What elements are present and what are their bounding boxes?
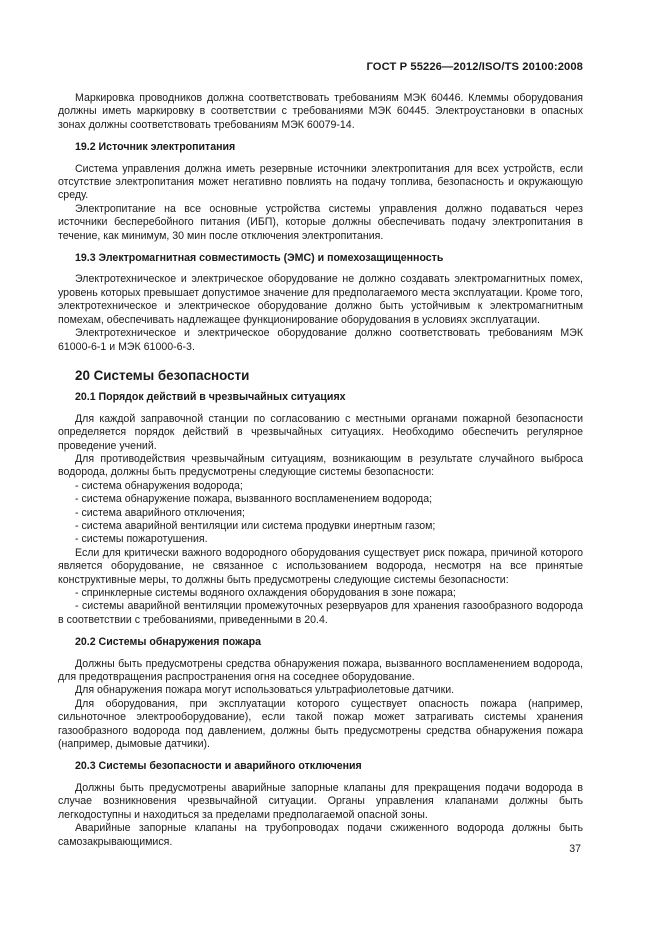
subsection-heading: 19.2 Источник электропитания — [75, 141, 236, 154]
paragraph: Для оборудования, при эксплуатации которого существует опасность пожара (например, сильноточное электрооборудование), если такой пожар может затрагивать системы хранения газообразного водорода под давлением, должны быть предусмотрены средства обнаружения пожара (например, дымовые датчики). — [58, 697, 583, 751]
paragraph: Для противодействия чрезвычайным ситуациям, возникающим в результате случайного выброса водорода, должны быть предусмотрены следующие системы безопасности: — [58, 452, 583, 479]
subsection-heading: 20.2 Системы обнаружения пожара — [75, 636, 261, 649]
paragraph: Аварийные запорные клапаны на трубопроводах подачи сжиженного водорода должны быть самозакрывающимися. — [58, 822, 583, 848]
subsection-heading: 20.1 Порядок действий в чрезвычайных ситуациях — [75, 391, 346, 404]
list-item: - система обнаружения водорода; — [75, 479, 243, 492]
paragraph: Система управления должна иметь резервные источники электропитания для всех устройств, если отсутствие электропитания может негативно повлиять на подачу топлива, безопасность и окружающую среду. — [58, 162, 583, 202]
document-code: ГОСТ Р 55226—2012/ISO/TS 20100:2008 — [366, 61, 583, 73]
paragraph: Для обнаружения пожара могут использоваться ультрафиолетовые датчики. — [75, 684, 455, 697]
paragraph: Должны быть предусмотрены аварийные запорные клапаны для прекращения подачи водорода в случае возникновения чрезвычайной ситуации. Органы управления клапанами должны быть легкодоступны и находиться за пределами предполагаемой опасной зоны. — [58, 781, 583, 821]
list-item: - спринклерные системы водяного охлаждения оборудования в зоне пожара; — [75, 587, 456, 599]
subsection-heading: 20.3 Системы безопасности и аварийного отключения — [75, 760, 362, 773]
section-heading: 20 Системы безопасности — [75, 367, 250, 383]
page-number: 37 — [569, 843, 581, 855]
paragraph: Электротехническое и электрическое оборудование должно соответствовать требованиям МЭК 61000-6-1 и МЭК 61000-6-3. — [58, 327, 583, 353]
paragraph: Должны быть предусмотрены средства обнаружения пожара, вызванного воспламенением водорода, для предотвращения распространения огня на соседнее оборудование. — [58, 657, 583, 684]
paragraph: - системы аварийной вентиляции промежуточных резервуаров для хранения газообразного водорода в соответствии с требованиями, приведенными в 20.4. — [58, 600, 583, 626]
list-item: - системы пожаротушения. — [75, 533, 208, 546]
paragraph: Если для критически важного водородного оборудования существует риск пожара, причиной которого является оборудование, не связанное с использованием водорода, несмотря на все принятые конструктивные меры, то должны быть предусмотрены следующие системы безопасности: — [58, 546, 583, 586]
list-item: - система аварийного отключения; — [75, 506, 245, 519]
paragraph: Электропитание на все основные устройства системы управления должно подаваться через источники бесперебойного питания (ИБП), которые должны обеспечивать подачу электропитания в течение, как минимум, 30 мин после отключения электропитания. — [58, 202, 583, 242]
document-body — [58, 92, 583, 849]
paragraph: Маркировка проводников должна соответствовать требованиям МЭК 60446. Клеммы оборудования должны иметь маркировку в соответствии с требованиями МЭК 60445. Электроустановки в опасных зонах должны соответствовать требованиям МЭК 60079-14. — [58, 92, 583, 131]
list-item: - система аварийной вентиляции или система продувки инертным газом; — [75, 519, 436, 532]
subsection-heading: 19.3 Электромагнитная совместимость (ЭМС) и помехозащищенность — [75, 252, 444, 265]
list-item: - система обнаружение пожара, вызванного воспламенением водорода; — [75, 493, 433, 506]
paragraph: Электротехническое и электрическое оборудование не должно создавать электромагнитных помех, уровень которых превышает допустимое значение для предполагаемого места эксплуатации. Кроме того, электротехническое и электрическое оборудование должно быть устойчивым к электромагнитным помехам, обеспечивать надлежащее функционирование оборудования в условиях эксплуатации. — [58, 273, 583, 326]
paragraph: Для каждой заправочной станции по согласованию с местными органами пожарной безопасности определяется порядок действий в чрезвычайных ситуациях. Необходимо обеспечить регулярное проведение учений. — [58, 412, 583, 452]
